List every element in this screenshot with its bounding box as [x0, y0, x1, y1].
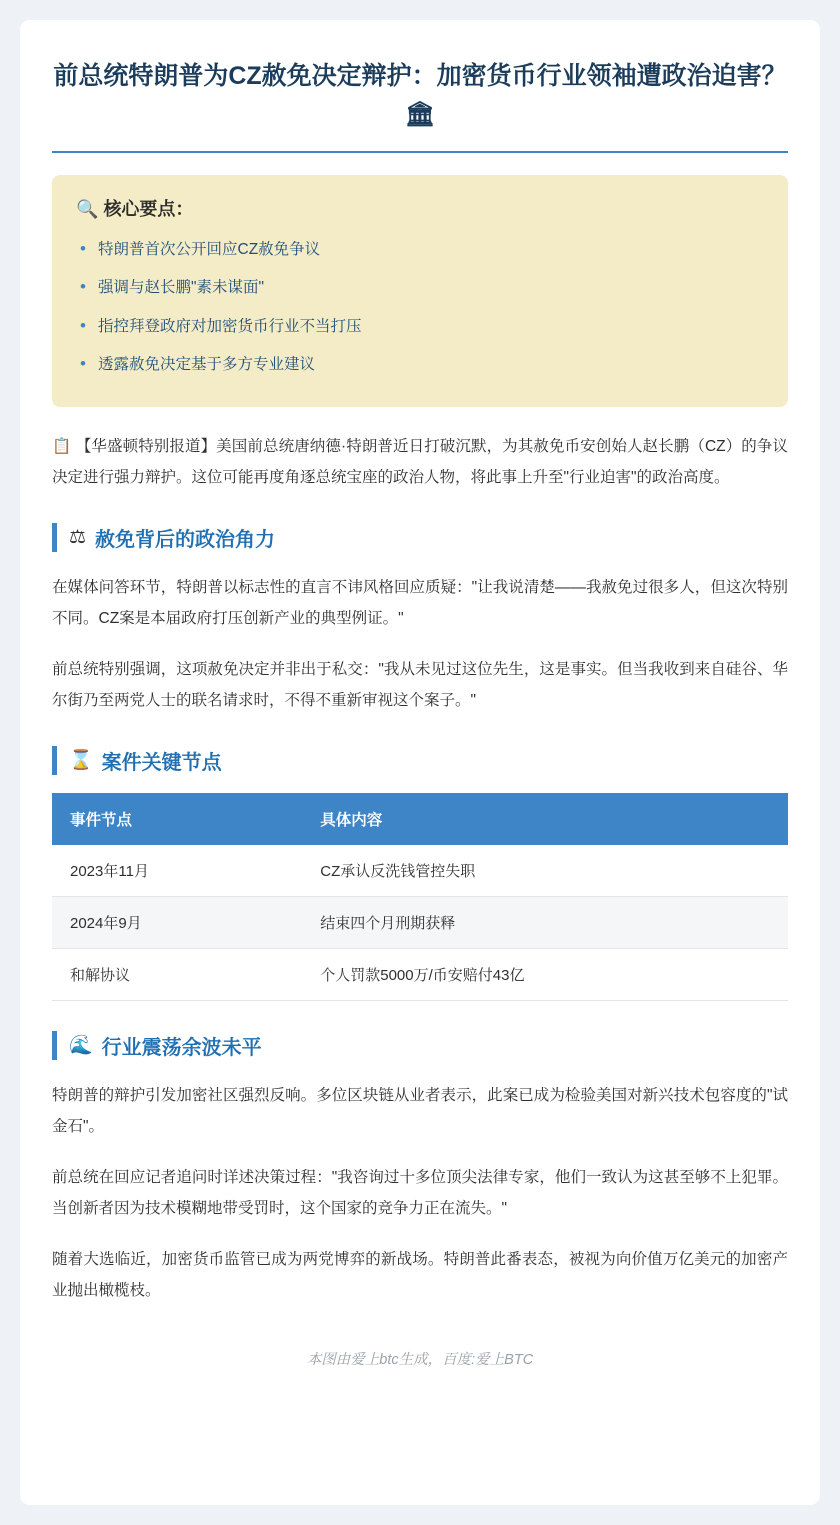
table-row [52, 948, 788, 1000]
list-item: • 指控拜登政府对加密货币行业不当打压 [76, 308, 764, 346]
table-row [52, 845, 788, 897]
table-header-cell: 事件节点 [52, 793, 302, 845]
footer-attribution: 本图由爱上btc生成，百度:爱上BTC [306, 1351, 534, 1368]
clipboard-icon: 📋 [52, 437, 72, 455]
key-timeline-table [52, 793, 788, 1001]
section-heading-industry [52, 1031, 788, 1060]
wave-icon: 🌊 [69, 1034, 93, 1056]
table-cell: 2024年9月 [52, 896, 302, 948]
table-header-row [52, 793, 788, 845]
page-title-text: 前总统特朗普为CZ赦免决定辩护：加密货币行业领袖遭政治迫害？ [53, 62, 787, 90]
table-cell: 结束四个月刑期获释 [302, 896, 788, 948]
page-title [52, 58, 788, 153]
scales-icon: ⚖ [69, 526, 87, 548]
section-heading-text: 行业震荡余波未平 [101, 1036, 262, 1059]
table-cell: 个人罚款5000万/币安赔付43亿 [302, 948, 788, 1000]
lead-paragraph-text: 【华盛顿特别报道】美国前总统唐纳德·特朗普近日打破沉默，为其赦免币安创始人赵长鹏（CZ）的争议决定进行强力辩护。这位可能再度角逐总统宝座的政治人物，将此事上升至"行业迫害"的政治高度。 [52, 437, 788, 486]
key-points-heading [76, 195, 764, 221]
key-points-list [76, 231, 764, 385]
section-heading-timeline [52, 746, 788, 775]
paragraph: 特朗普的辩护引发加密社区强烈反响。多位区块链从业者表示，此案已成为检验美国对新兴技术包容度的"试金石"。 [52, 1086, 788, 1135]
list-item: • 透露赦免决定基于多方专业建议 [76, 346, 764, 384]
lead-paragraph [52, 431, 788, 493]
key-points-box [52, 175, 788, 407]
list-item: • 特朗普首次公开回应CZ赦免争议 [76, 231, 764, 269]
table-row [52, 896, 788, 948]
hourglass-icon: ⌛ [69, 749, 93, 771]
section-heading-politics [52, 523, 788, 552]
section-heading-text: 案件关键节点 [101, 751, 222, 774]
table-cell: CZ承认反洗钱管控失职 [302, 845, 788, 897]
paragraph: 前总统特别强调，这项赦免决定并非出于私交："我从未见过这位先生，这是事实。但当我收到来自硅谷、华尔街乃至两党人士的联名请求时，不得不重新审视这个案子。" [52, 660, 788, 709]
key-points-heading-text: 核心要点： [103, 199, 194, 219]
bank-icon: 🏛 [404, 100, 436, 128]
article-card [20, 20, 820, 1505]
paragraph: 前总统在回应记者追问时详述决策过程："我咨询过十多位顶尖法律专家，他们一致认为这甚至够不上犯罪。当创新者因为技术模糊地带受罚时，这个国家的竞争力正在流失。" [52, 1168, 788, 1217]
paragraph: 在媒体问答环节，特朗普以标志性的直言不讳风格回应质疑："让我说清楚——我赦免过很多人，但这次特别不同。CZ案是本届政府打压创新产业的典型例证。" [52, 578, 788, 627]
paragraph: 随着大选临近，加密货币监管已成为两党博弈的新战场。特朗普此番表态，被视为向价值万亿美元的加密产业抛出橄榄枝。 [52, 1250, 788, 1299]
section-heading-text: 赦免背后的政治角力 [95, 528, 276, 551]
table-header-cell: 具体内容 [302, 793, 788, 845]
list-item: • 强调与赵长鹏"素未谋面" [76, 269, 764, 307]
magnifier-icon: 🔍 [76, 199, 99, 219]
table-cell: 2023年11月 [52, 845, 302, 897]
table-cell: 和解协议 [52, 948, 302, 1000]
